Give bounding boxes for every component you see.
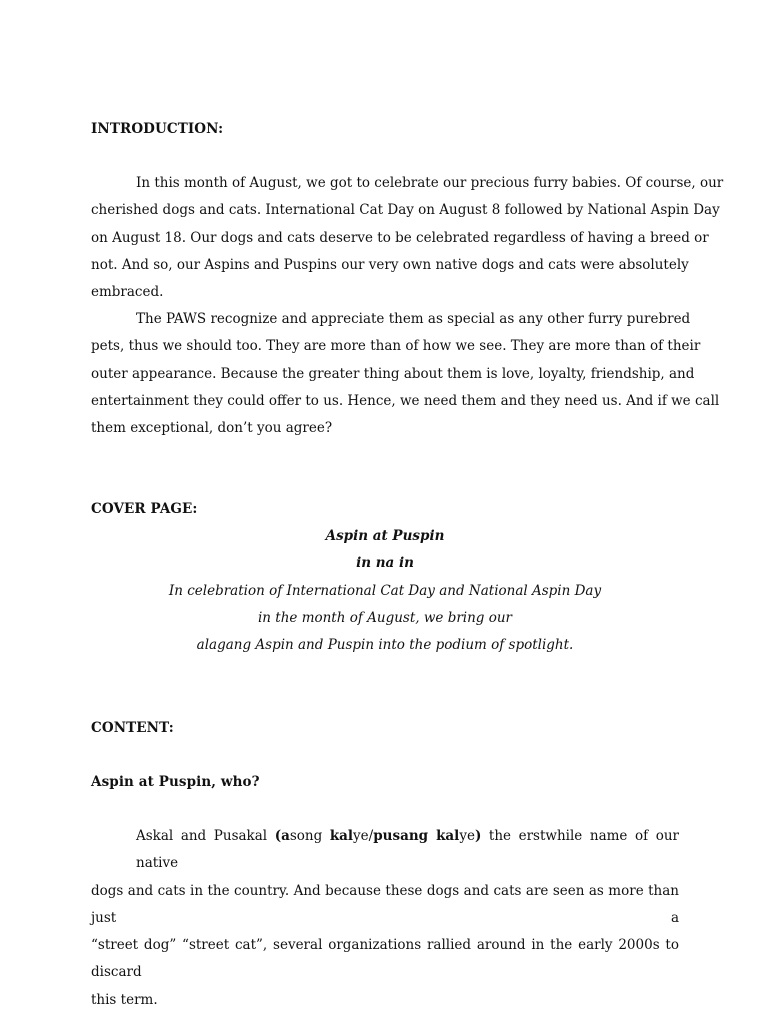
text-fragment: Askal and Pusakal bbox=[136, 828, 275, 844]
text-line: pets, thus we should too. They are more than of how we see. They are more than of their bbox=[91, 338, 701, 355]
text-fragment: ye bbox=[459, 828, 475, 844]
text-line: this term. bbox=[91, 991, 158, 1008]
text-fragment: ( bbox=[274, 828, 282, 844]
text-line bbox=[91, 823, 679, 878]
cover-title: Aspin at Puspin bbox=[325, 528, 445, 544]
text-fragment: kal bbox=[329, 828, 354, 844]
text-fragment: a bbox=[281, 828, 290, 844]
text-line: embraced. bbox=[91, 284, 164, 301]
text-line: cherished dogs and cats. International Cat Day on August 8 followed by National Aspin Day bbox=[91, 202, 720, 219]
cover-line: In celebration of International Cat Day and National Aspin Day bbox=[168, 582, 602, 599]
text-fragment: ) bbox=[474, 828, 482, 844]
introduction-paragraph-1 bbox=[91, 170, 724, 306]
content-heading: CONTENT: bbox=[91, 720, 174, 736]
cover-page-block bbox=[91, 523, 679, 659]
cover-line: in the month of August, we bring our bbox=[257, 609, 513, 626]
text-fragment: song bbox=[289, 828, 330, 844]
introduction-paragraph-2 bbox=[91, 306, 720, 442]
cover-page-heading: COVER PAGE: bbox=[91, 501, 198, 517]
content-paragraph bbox=[91, 823, 679, 1014]
cover-subtitle: in na in bbox=[356, 555, 414, 572]
text-line: entertainment they could offer to us. Hence, we need them and they need us. And if we call bbox=[91, 392, 720, 409]
text-fragment: ye/ bbox=[353, 828, 374, 844]
text-fragment: pusang bbox=[373, 828, 437, 844]
text-line: dogs and cats in the country. And because these dogs and cats are seen as more than just a bbox=[91, 882, 679, 926]
introduction-heading: INTRODUCTION: bbox=[91, 121, 224, 137]
text-line: outer appearance. Because the greater thing about them is love, loyalty, friendship, and bbox=[91, 365, 695, 382]
content-subheading: Aspin at Puspin, who? bbox=[91, 774, 260, 790]
text-line: on August 18. Our dogs and cats deserve to be celebrated regardless of having a breed or bbox=[91, 229, 709, 246]
text-fragment: kal bbox=[436, 828, 460, 844]
text-fragment: the erstwhile name of our native bbox=[136, 828, 679, 872]
text-line: The PAWS recognize and appreciate them as special as any other furry purebred bbox=[136, 311, 691, 327]
text-line: “street dog” “street cat”, several organizations rallied around in the early 2000s to discard bbox=[91, 937, 679, 981]
text-line: In this month of August, we got to celebrate our precious furry babies. Of course, our bbox=[136, 175, 724, 191]
text-line: them exceptional, don’t you agree? bbox=[91, 420, 333, 437]
cover-line: alagang Aspin and Puspin into the podium of spotlight. bbox=[196, 637, 574, 654]
text-line: not. And so, our Aspins and Puspins our very own native dogs and cats were absolutely bbox=[91, 256, 689, 273]
